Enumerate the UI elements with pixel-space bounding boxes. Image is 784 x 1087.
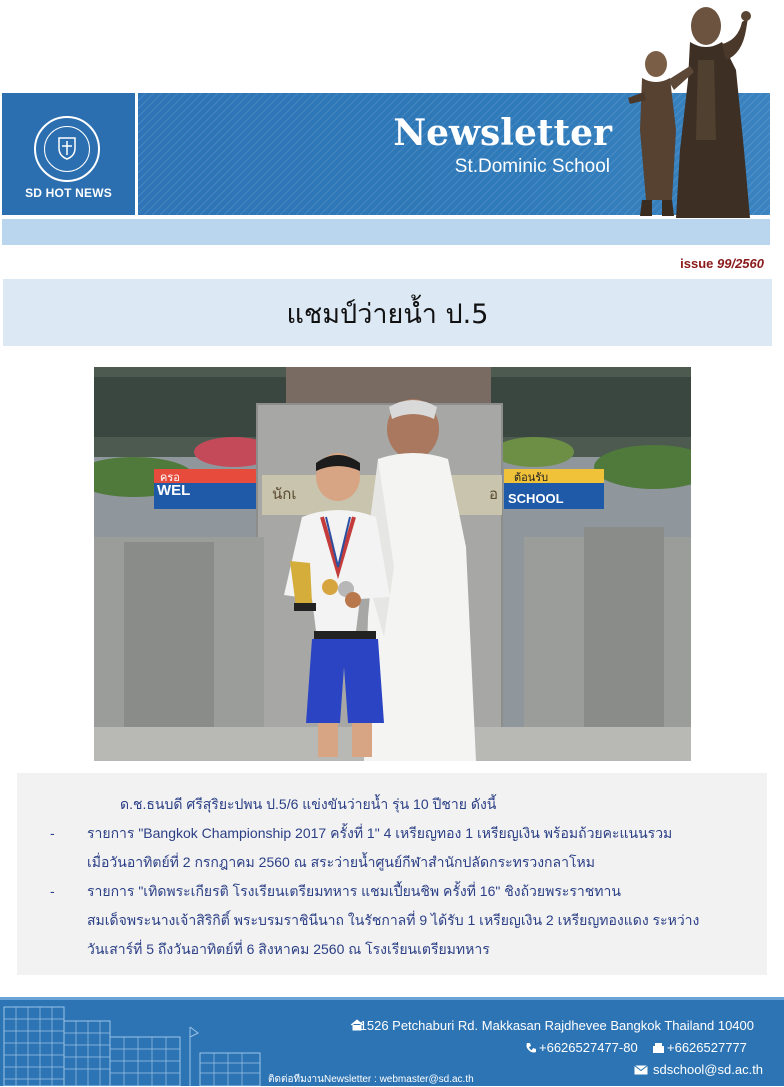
- issue-number: [600, 256, 764, 271]
- article-title: แชมป์ว่ายน้ำ ป.5: [286, 299, 489, 330]
- photo-scene: [94, 367, 691, 761]
- banner-left-text: WEL: [157, 482, 191, 499]
- banner-center-right: อ: [489, 485, 499, 503]
- footer-email[interactable]: sdschool@sd.ac.th: [653, 1062, 764, 1077]
- list-item-1-line-2: เมื่อวันอาทิตย์ที่ 2 กรกฎาคม 2560 ณ สระว่ายน้ำศูนย์กีฬาสำนักปลัดกระทรวงกลาโหม: [87, 854, 595, 870]
- article-intro: ด.ช.ธนบดี ศรีสุริยะปพน ป.5/6 แข่งขันว่ายน้ำ รุ่น 10 ปีชาย ดังนี้: [120, 796, 497, 812]
- founder-statue-image: [618, 0, 784, 218]
- banner-left-top: ครอ: [160, 471, 180, 484]
- list-item-2-line-2: สมเด็จพระนางเจ้าสิริกิติ์ พระบรมราชินีนาถ ในรัชกาลที่ 9 ได้รับ 1 เหรียญเงิน 2 เหรียญทองแดง ระหว่าง: [87, 912, 700, 928]
- article-photo: [94, 367, 691, 761]
- mail-icon: [634, 1065, 648, 1075]
- phone-icon: [525, 1042, 537, 1054]
- banner-right-text: SCHOOL: [508, 491, 564, 506]
- issue-value: 99/2560: [717, 256, 764, 271]
- shield-cross-icon: [57, 136, 77, 160]
- newsletter-title: Newsletter: [393, 112, 612, 154]
- fax-icon: [652, 1042, 665, 1054]
- list-bullet: -: [50, 883, 55, 899]
- footer-webmaster-contact[interactable]: ติดต่อทีมงานNewsletter : webmaster@sd.ac.th: [268, 1074, 474, 1085]
- list-item-1-line-1: รายการ "Bangkok Championship 2017 ครั้งที่ 1" 4 เหรียญทอง 1 เหรียญเงิน พร้อมถ้วยคะแนนรวม: [87, 825, 673, 841]
- banner-center-text: นักเ: [272, 485, 297, 503]
- footer-top-border: [0, 997, 784, 1000]
- list-item-2-line-3: วันเสาร์ที่ 5 ถึงวันอาทิตย์ที่ 6 สิงหาคม 2560 ณ โรงเรียนเตรียมทหาร: [87, 941, 490, 957]
- banner-right-top: ต้อนรับ: [514, 471, 549, 484]
- footer-fax: +6626527777: [667, 1040, 747, 1055]
- list-bullet: -: [50, 825, 55, 841]
- header-band: [2, 219, 770, 245]
- school-building-illustration: [0, 997, 280, 1086]
- hot-news-label: SD HOT NEWS: [25, 186, 112, 200]
- footer-phone: +6626527477-80: [539, 1040, 638, 1055]
- footer-address: 1526 Petchaburi Rd. Makkasan Rajdhevee Bangkok Thailand 10400: [359, 1018, 754, 1033]
- list-item-2-line-1: รายการ "เทิดพระเกียรติ โรงเรียนเตรียมทหาร แชมเปี้ยนชิพ ครั้งที่ 16" ชิงถ้วยพระราชทาน: [87, 883, 621, 899]
- issue-label: issue: [680, 256, 714, 271]
- newsletter-subtitle: St.Dominic School: [454, 156, 610, 177]
